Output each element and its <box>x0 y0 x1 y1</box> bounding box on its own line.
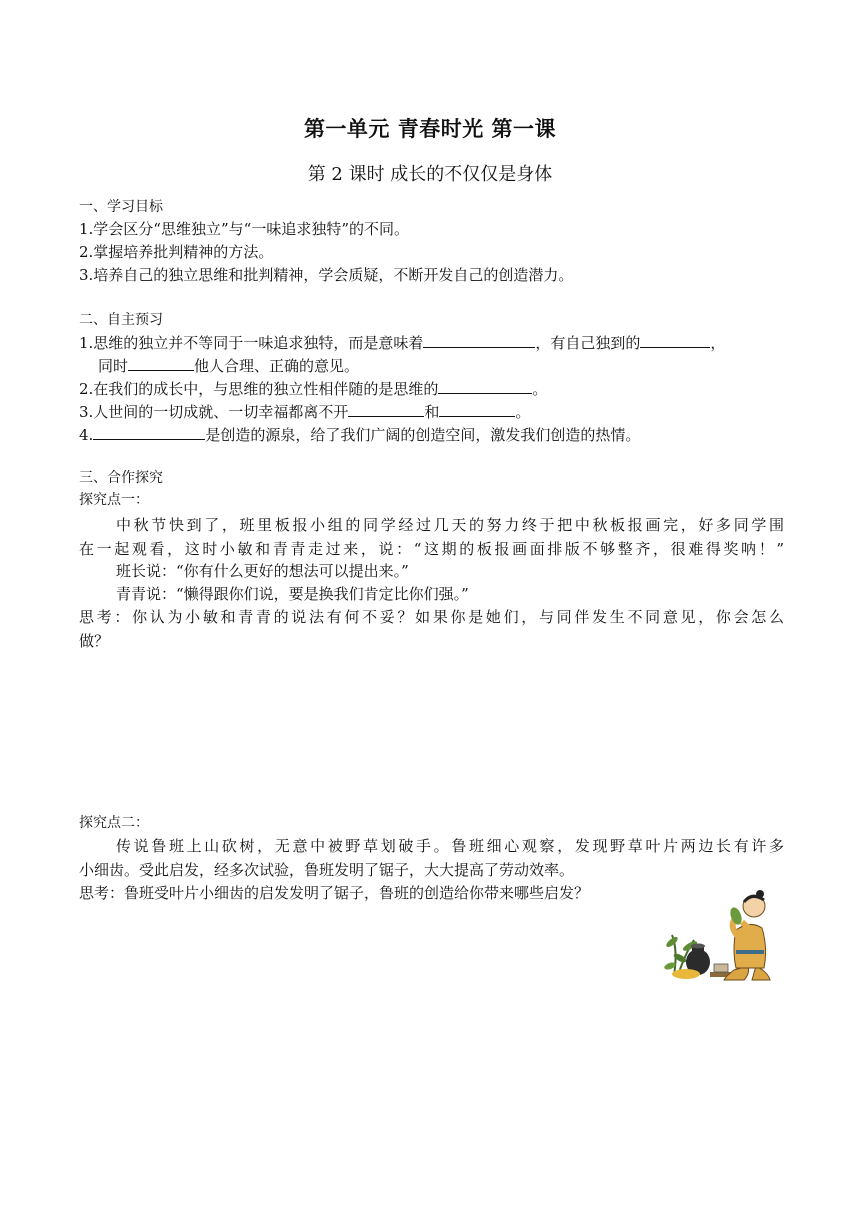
person-figure-icon <box>724 890 770 980</box>
page-subtitle: 第 2 课时 成长的不仅仅是身体 <box>307 164 553 185</box>
answer-blank[interactable] <box>640 331 710 348</box>
preview-question-1-cont <box>98 354 359 377</box>
page-title: 第一单元 青春时光 第一课 <box>303 117 557 141</box>
answer-blank[interactable] <box>348 400 424 417</box>
luban-illustration <box>664 880 784 982</box>
section-heading-preview: 二、自主预习 <box>79 312 163 328</box>
explore-point-1-paragraph: 在一起观看，这时小敏和青青走过来，说：“这期的板报画面排版不够整齐，很难得奖呐！” <box>79 540 784 558</box>
explore-point-1-question: 思考：你认为小敏和青青的说法有何不妥？如果你是她们，与同伴发生不同意见，你会怎么 <box>79 608 784 626</box>
explore-point-1-dialogue: 青青说：“懒得跟你们说，要是换我们肯定比你们强。” <box>116 585 469 603</box>
question-text: 同时 <box>98 357 129 375</box>
question-text: ， <box>710 334 726 352</box>
question-text: 1.思维的独立并不等同于一味追求独特，而是意味着 <box>79 334 424 352</box>
answer-blank[interactable] <box>438 377 532 394</box>
explore-point-2-label: 探究点二： <box>79 815 149 831</box>
explore-point-1-dialogue: 班长说：“你有什么更好的想法可以提出来。” <box>116 562 409 580</box>
preview-question-1 <box>79 331 725 354</box>
goal-item: 2.掌握培养批判精神的方法。 <box>79 243 274 261</box>
goal-item: 1.学会区分“思维独立”与“一味追求独特”的不同。 <box>79 220 409 238</box>
section-heading-explore: 三、合作探究 <box>79 470 163 486</box>
preview-question-4 <box>79 423 640 446</box>
explore-point-2-paragraph: 传说鲁班上山砍树，无意中被野草划破手。鲁班细心观察，发现野草叶片两边长有许多 <box>116 837 784 855</box>
answer-blank[interactable] <box>93 423 205 440</box>
question-text: 3.人世间的一切成就、一切幸福都离不开 <box>79 403 349 421</box>
question-text: ，有自己独到的 <box>535 334 641 352</box>
question-text: 2.在我们的成长中，与思维的独立性相伴随的是思维的 <box>79 380 439 398</box>
question-text: 是创造的源泉，给了我们广阔的创造空间，激发我们创造的热情。 <box>205 426 641 444</box>
question-text: 。 <box>532 380 548 398</box>
question-text: 他人合理、正确的意见。 <box>194 357 360 375</box>
question-text: 。 <box>515 403 531 421</box>
goal-item: 3.培养自己的独立思维和批判精神，学会质疑，不断开发自己的创造潜力。 <box>79 266 574 284</box>
answer-blank[interactable] <box>423 331 535 348</box>
preview-question-2 <box>79 377 547 400</box>
answer-blank[interactable] <box>128 354 194 371</box>
explore-point-1-label: 探究点一： <box>79 492 149 508</box>
preview-question-3 <box>79 400 530 423</box>
question-text: 和 <box>424 403 440 421</box>
question-text: 4. <box>79 426 94 444</box>
section-heading-goals: 一、学习目标 <box>79 199 163 215</box>
explore-point-2-question: 思考：鲁班受叶片小细齿的启发发明了锯子，鲁班的创造给你带来哪些启发？ <box>79 884 590 902</box>
answer-blank[interactable] <box>439 400 515 417</box>
explore-point-2-paragraph: 小细齿。受此启发，经多次试验，鲁班发明了锯子，大大提高了劳动效率。 <box>79 861 575 879</box>
explore-point-1-paragraph: 中秋节快到了，班里板报小组的同学经过几天的努力终于把中秋板报画完，好多同学围 <box>116 516 784 534</box>
explore-point-1-question: 做？ <box>79 632 110 650</box>
